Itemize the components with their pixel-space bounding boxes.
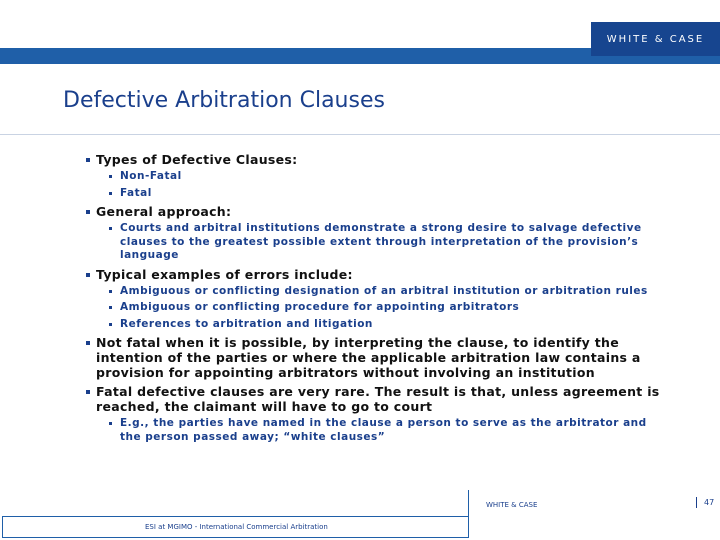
sub-bullet-marker-icon [109, 422, 112, 425]
title-divider [0, 134, 720, 135]
page-number: 47 [704, 498, 715, 507]
sub-bullet-text: References to arbitration and litigation [120, 317, 373, 330]
slide-title: Defective Arbitration Clauses [63, 88, 385, 113]
footer-caption: ESI at MGIMO - International Commercial Arbitration [145, 523, 328, 531]
sub-bullet-text: Courts and arbitral institutions demonstrate a strong desire to salvage defective clauses to the greatest possible extent through interpretation of the provision’s language [120, 222, 642, 261]
bullet-general-approach [86, 204, 666, 219]
bullet-text: Fatal defective clauses are very rare. The result is that, unless agreement is reached, the claimant will have to go to court [96, 384, 660, 414]
bullet-text: Types of Defective Clauses: [96, 152, 298, 167]
sub-bullet-references [109, 318, 666, 332]
bullet-text: Typical examples of errors include: [96, 266, 353, 282]
bullet-marker-icon [86, 210, 90, 214]
sub-bullet-text: Ambiguous or conflicting procedure for appointing arbitrators [120, 301, 520, 313]
sub-bullet-marker-icon [109, 306, 112, 309]
sub-bullet-marker-icon [109, 192, 112, 195]
sub-bullet-designation [109, 285, 666, 299]
sub-bullet-marker-icon [109, 175, 112, 178]
bullet-fatal-rare [86, 384, 666, 414]
sub-bullet-non-fatal [109, 170, 666, 184]
bullet-typical-examples [86, 267, 666, 282]
sub-bullet-text: Non-Fatal [120, 170, 182, 182]
sub-bullet-courts [109, 222, 666, 263]
sub-bullet-text: Fatal [120, 186, 152, 199]
sub-bullet-example [109, 417, 666, 444]
footer-brand: WHITE & CASE [486, 501, 538, 509]
sub-bullet-text: Ambiguous or conflicting designation of an arbitral institution or arbitration rules [120, 284, 648, 297]
footer-divider [468, 490, 469, 538]
slide-content [86, 148, 666, 444]
bullet-marker-icon [86, 390, 90, 394]
bullet-types [86, 152, 666, 167]
logo-text: WHITE & CASE [606, 33, 705, 45]
bullet-marker-icon [86, 273, 90, 277]
page-number-divider [696, 497, 697, 508]
company-logo [591, 22, 720, 56]
sub-bullet-marker-icon [109, 290, 112, 293]
bullet-text: General approach: [96, 204, 232, 219]
sub-bullet-marker-icon [109, 227, 112, 230]
sub-bullet-marker-icon [109, 323, 112, 326]
sub-bullet-procedure [109, 301, 666, 315]
bullet-text: Not fatal when it is possible, by interpreting the clause, to identify the intention of the parties or where the applicable arbitration law contains a provision for appointing arbitrators without involving an institution [96, 335, 641, 380]
sub-bullet-text: E.g., the parties have named in the clause a person to serve as the arbitrator and the person passed away; “white clauses” [120, 417, 647, 443]
sub-bullet-fatal [109, 187, 666, 201]
bullet-marker-icon [86, 341, 90, 345]
bullet-not-fatal [86, 335, 666, 380]
bullet-marker-icon [86, 158, 90, 162]
